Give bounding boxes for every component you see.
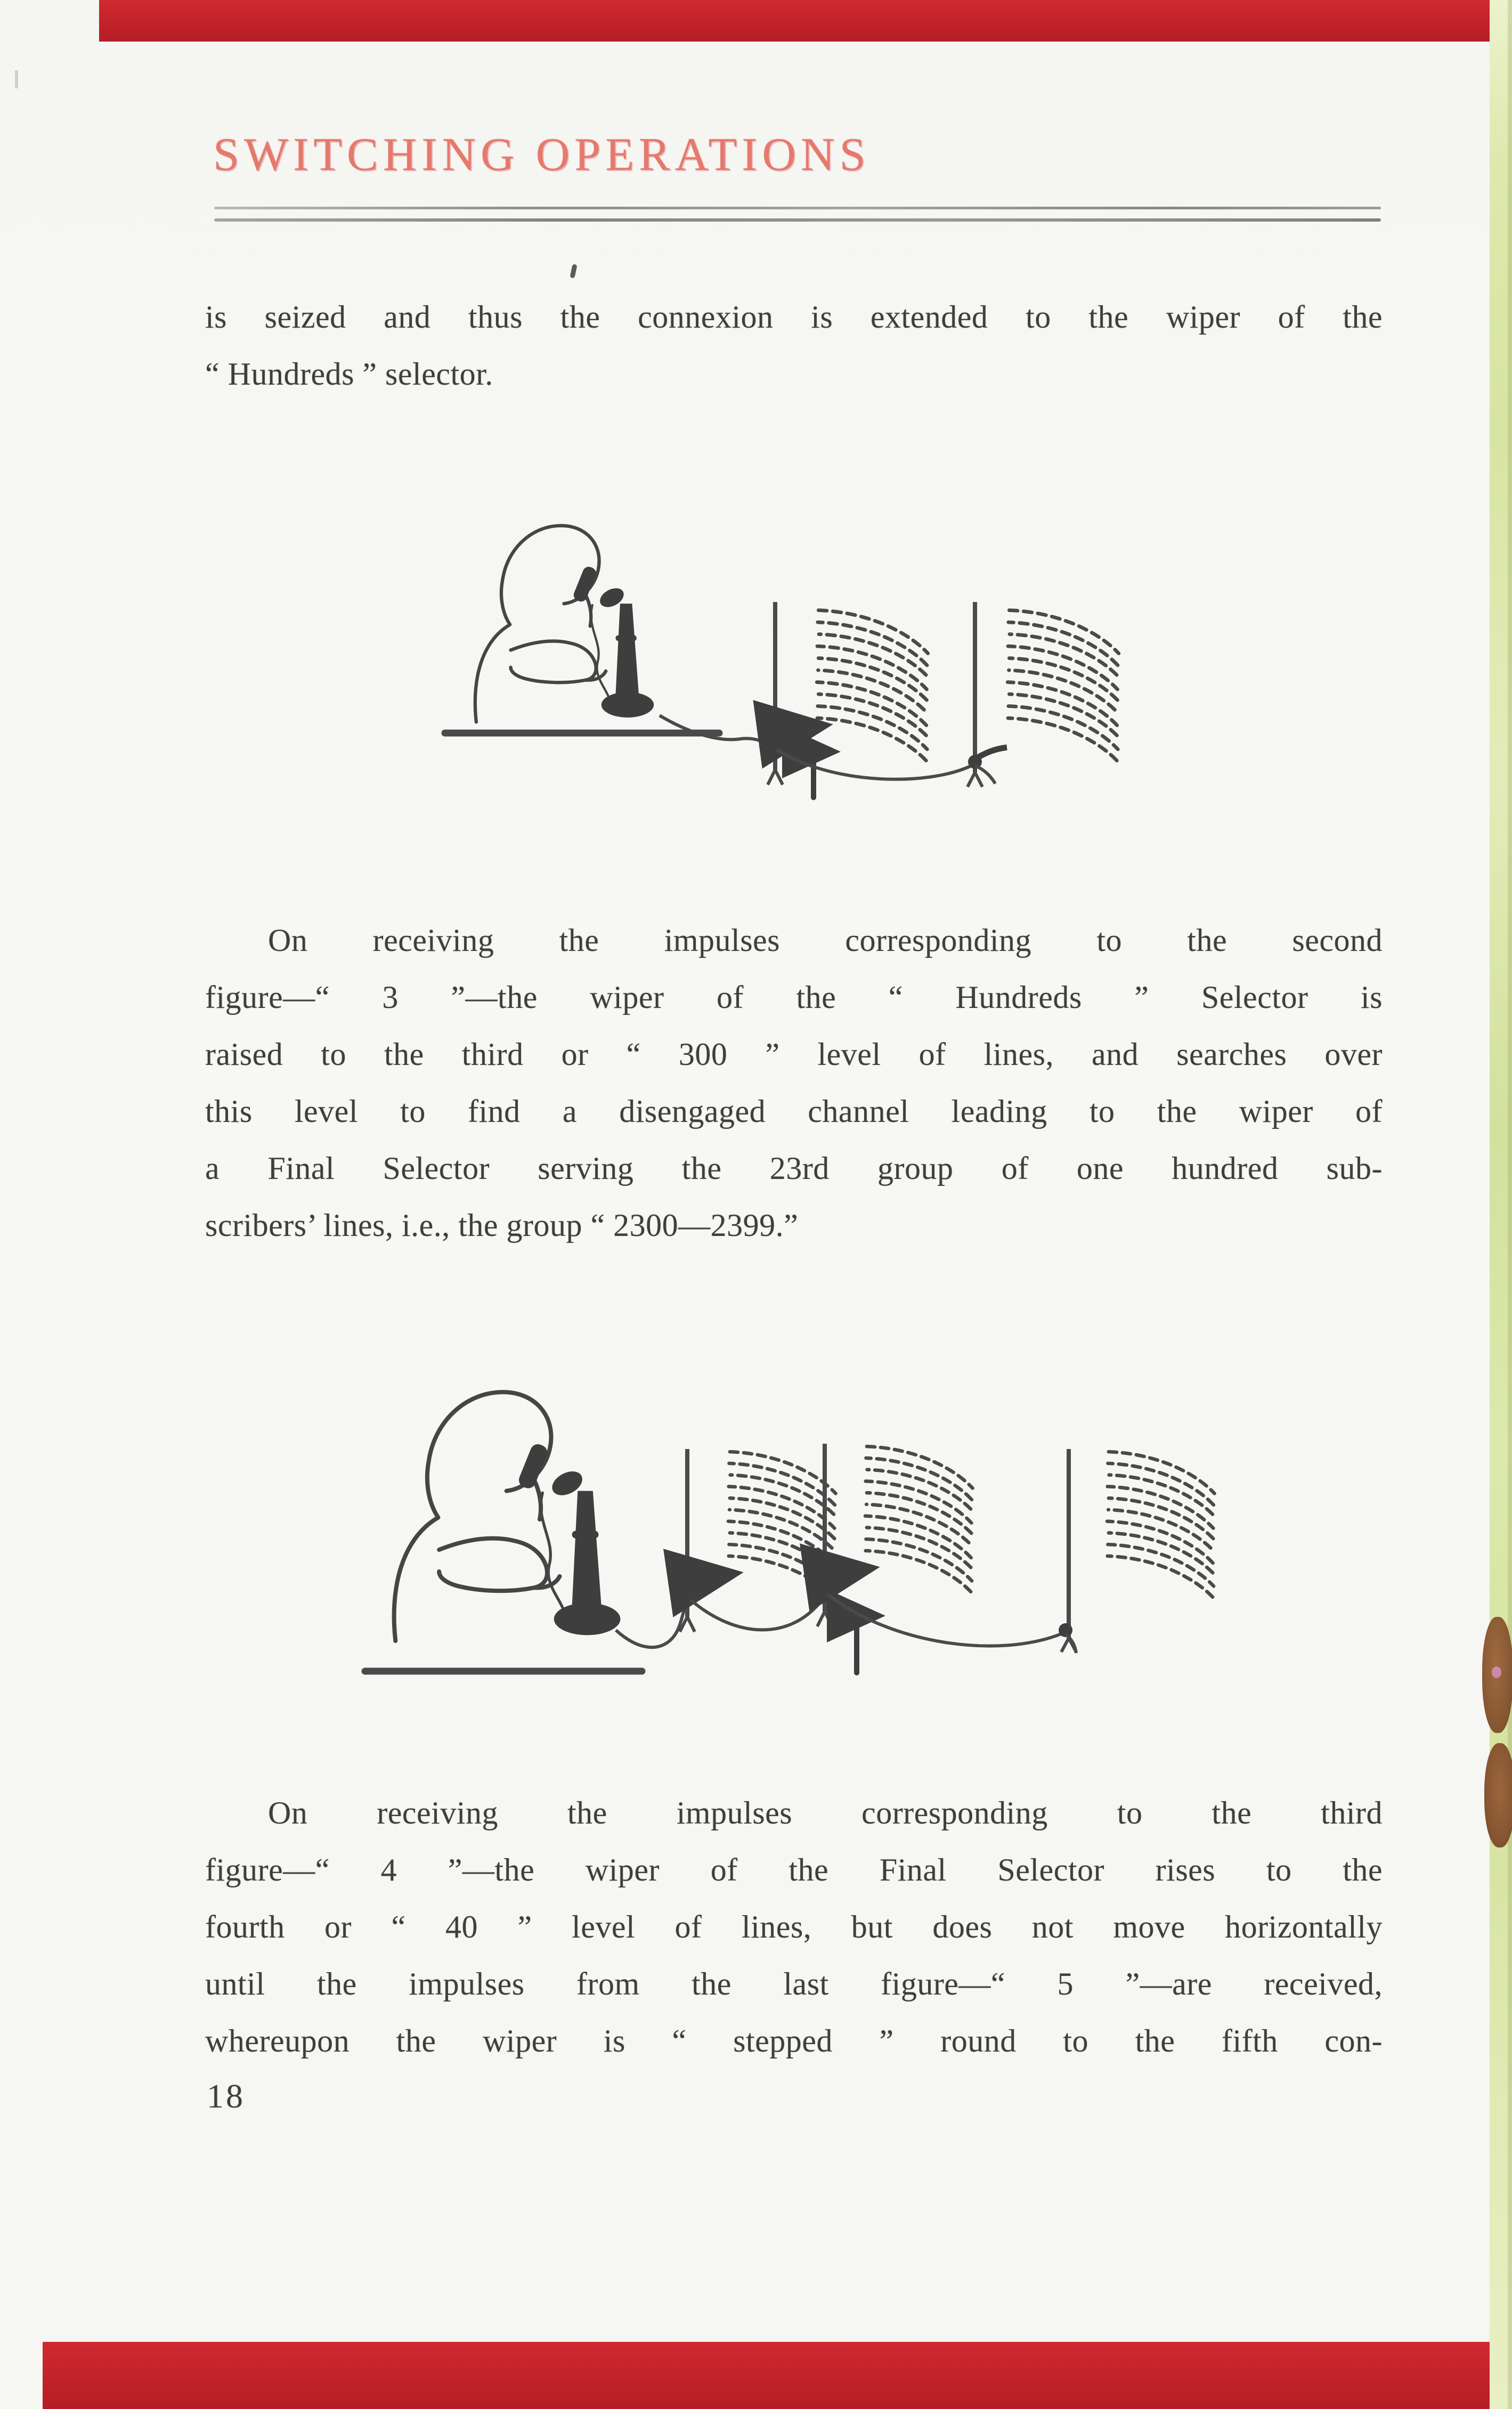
selector-shaft-1 [680,1449,695,1632]
line-wire [690,1600,820,1630]
selector-shaft-1 [768,602,783,785]
selector-bank-icon [1007,611,1119,762]
book-cover-edge-top [99,0,1512,42]
selector-shaft-3 [1061,1449,1076,1652]
text-line: this level to find a disengaged channel leading to the wiper of [205,1094,1383,1129]
line-wire [828,1594,1061,1646]
text-line: is seized and thus the connexion is extended to the wiper of the [205,299,1383,335]
selector-bank-icon [865,1446,973,1592]
caller-figure [394,1392,621,1641]
text-line: On receiving the impulses corresponding to the third [268,1795,1383,1830]
paragraph-2 [205,912,1383,1254]
text-line: until the impulses from the last figure—“ 5 ”—are received, [205,1966,1383,2001]
selector-bank-icon [728,1452,836,1598]
step-arrow-icon [814,752,830,797]
text-line: figure—“ 4 ”—the wiper of the Final Selector rises to the [205,1852,1383,1887]
paragraph-3 [205,1785,1383,2070]
page-edge-shadow [1508,0,1512,2409]
line-wire [616,1602,687,1647]
ink-speck [570,264,577,278]
line-wire [777,750,972,779]
head-rule-top [214,207,1381,209]
text-line: scribers’ lines, i.e., the group “ 2300—2399.” [205,1208,799,1243]
book-cover-edge-bottom [43,2342,1512,2409]
text-line: “ Hundreds ” selector. [205,356,493,392]
binding-mark-lower [1484,1743,1512,1848]
selector-bank-icon [1107,1452,1215,1598]
selector-bank-icon [817,611,928,762]
text-line: On receiving the impulses corresponding to the second [268,923,1383,958]
text-line: whereupon the wiper is “ stepped ” round to the fifth con- [205,2023,1383,2058]
paragraph-1 [205,289,1383,403]
text-line: fourth or “ 40 ” level of lines, but does not move horizontally [205,1909,1383,1944]
page-number: 18 [207,2077,245,2115]
scan-artifact-tick [15,70,18,88]
caller-figure [475,526,654,722]
figure-hundreds-selector [421,493,1145,818]
step-arrow-icon [857,1616,875,1673]
text-line: a Final Selector serving the 23rd group of one hundred sub- [205,1151,1383,1186]
figure-final-selector [341,1340,1247,1689]
page-edge-strip [1490,0,1512,2409]
head-rule-bottom [214,218,1381,222]
running-head: SWITCHING OPERATIONS [213,129,871,181]
text-line: figure—“ 3 ”—the wiper of the “ Hundreds ” Selector is [205,980,1383,1015]
text-line: raised to the third or “ 300 ” level of lines, and searches over [205,1037,1383,1072]
binding-speck [1492,1666,1501,1678]
